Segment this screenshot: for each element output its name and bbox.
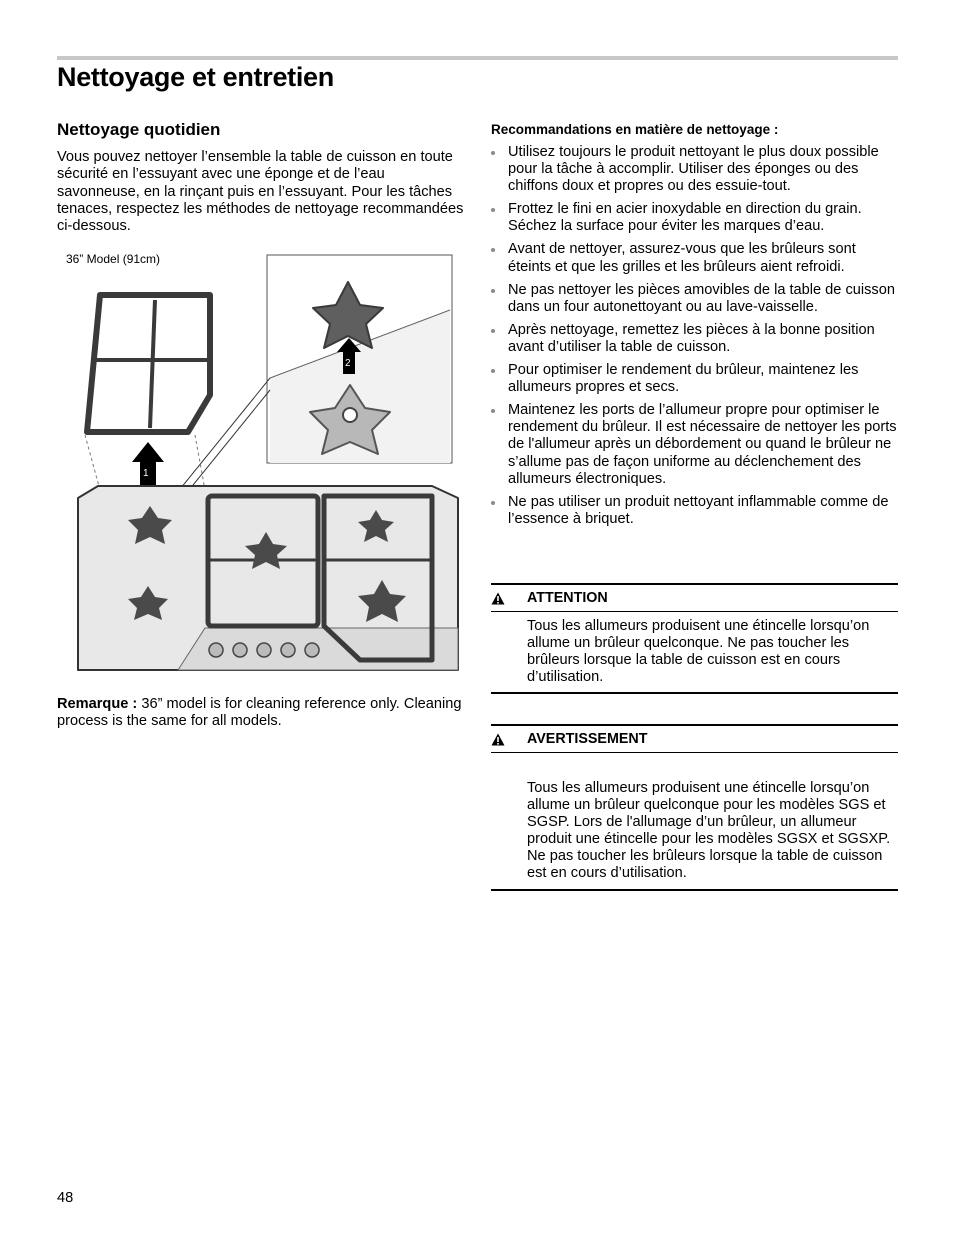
recommendations-list [491, 144, 901, 534]
bullet-dot [491, 151, 495, 155]
bullet-dot [491, 248, 495, 252]
guide-dash [85, 435, 100, 490]
page-number: 48 [57, 1190, 74, 1206]
bullet-dot [491, 501, 495, 505]
attention-title: ATTENTION [527, 590, 608, 606]
list-item-text: Avant de nettoyer, assurez-vous que les brûleurs sont éteints et que les grilles et les brûleurs aient refroidi. [508, 241, 856, 275]
warning-text: Tous les allumeurs produisent une étincelle lorsqu’on allume un brûleur quelconque pour les modèles SGS et SGSP. Lors de l'allumage d’un brûleur, un allumeur produit une étincelle pour les modèles SGSX et SGSXP. Ne pas toucher les brûleurs lorsque la table de cuisson est en cours d’utilisation. [527, 780, 891, 882]
figure-caption: 36” Model (91cm) [66, 252, 161, 266]
attention-box [491, 583, 898, 694]
bullet-dot [491, 409, 495, 413]
list-item-text: Ne pas utiliser un produit nettoyant inflammable comme de l’essence à briquet. [508, 493, 889, 527]
bullet-dot [491, 369, 495, 373]
list-item-text: Utilisez toujours le produit nettoyant le plus doux possible pour la tâche à accomplir. Utiliser des éponges ou des chiffons doux et propres ou des essuie-tout. [508, 144, 879, 195]
intro-paragraph: Vous pouvez nettoyer l’ensemble la table de cuisson en toute sécurité en l’essuyant avec une éponge et de l’eau savonneuse, en la rinçant puis en l’essuyant. Pour les tâches tenaces, respectez les méthodes de nettoyage recommandées ci-dessous. [57, 149, 464, 235]
knob [257, 643, 271, 657]
list-item-text: Pour optimiser le rendement du brûleur, maintenez les allumeurs propres et secs. [508, 362, 859, 396]
bullet-dot [491, 329, 495, 333]
warning-title: AVERTISSEMENT [527, 731, 648, 747]
list-item-text: Frottez le fini en acier inoxydable en direction du grain. Séchez la surface pour éviter les marques d’eau. [508, 201, 862, 235]
cooktop-figure [70, 250, 470, 680]
knob [209, 643, 223, 657]
removed-grate-frame [87, 295, 210, 432]
attention-header [491, 585, 898, 612]
list-item-text: Ne pas nettoyer les pièces amovibles de la table de cuisson dans un four autonettoyant ou au lave-vaisselle. [508, 281, 895, 315]
bullet-dot [491, 208, 495, 212]
recommendations-heading: Recommandations en matière de nettoyage : [491, 122, 779, 137]
arrow-1-head [132, 442, 164, 462]
grate-bar [150, 300, 155, 428]
page-title: Nettoyage et entretien [57, 62, 334, 92]
knob [305, 643, 319, 657]
attention-text: Tous les allumeurs produisent une étincelle lorsqu’on allume un brûleur quelconque. Ne pas toucher les brûleurs lorsque la table de cuisson est en cours d’utilisation. [527, 618, 870, 686]
note-text: 36” model is for cleaning reference only. Cleaning process is the same for all models. [57, 696, 462, 730]
list-item [491, 322, 901, 356]
note-paragraph [57, 696, 467, 731]
list-item [491, 201, 901, 235]
knob [233, 643, 247, 657]
warning-triangle-icon [491, 592, 527, 605]
bullet-dot [491, 289, 495, 293]
warning-box [491, 724, 898, 891]
list-item [491, 362, 901, 396]
warning-bottom-rule [491, 889, 898, 891]
list-item [491, 494, 901, 528]
section-heading-daily-cleaning: Nettoyage quotidien [57, 120, 221, 139]
list-item [491, 144, 901, 195]
note-label: Remarque : [57, 696, 138, 712]
knob [281, 643, 295, 657]
list-item-text: Après nettoyage, remettez les pièces à la bonne position avant d’utiliser la table de cuisson. [508, 321, 875, 355]
list-item-text: Maintenez les ports de l’allumeur propre pour optimiser le rendement du brûleur. Il est nécessaire de nettoyer les ports de l'allumeur après un débordement ou quand le brûleur ne s’allume pas de façon uniforme au déclenchement des allumeurs électroniques. [508, 402, 897, 487]
warning-triangle-icon [491, 733, 527, 746]
list-item [491, 402, 901, 487]
top-rule [57, 56, 898, 60]
callout-1: 1 [143, 468, 149, 479]
attention-bottom-rule [491, 692, 898, 694]
list-item [491, 282, 901, 316]
warning-header [491, 726, 898, 753]
list-item [491, 241, 901, 275]
guide-dash [195, 435, 205, 490]
cooktop-illustration [70, 250, 470, 680]
callout-2: 2 [345, 358, 351, 369]
burner-port [343, 408, 357, 422]
